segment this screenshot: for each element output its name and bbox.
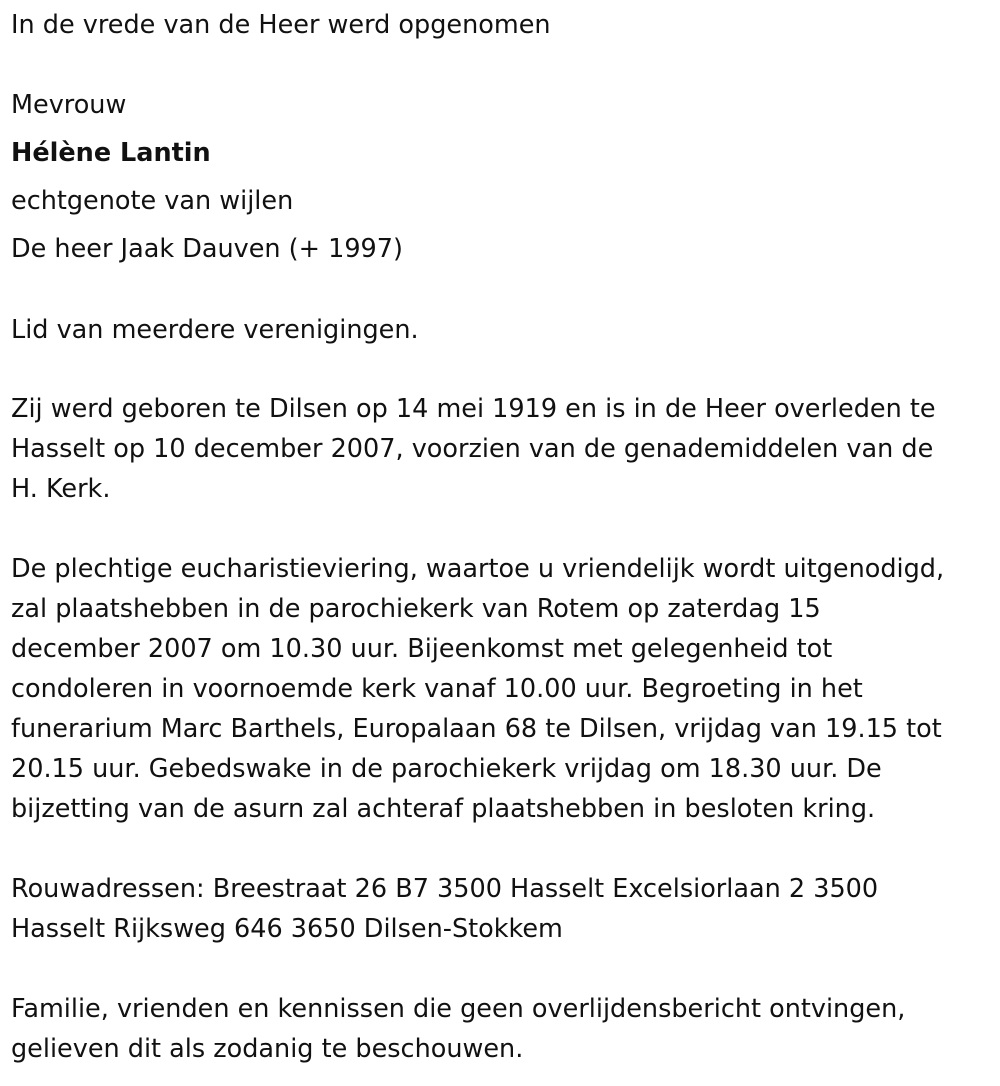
membership-line: Lid van meerdere verenigingen. xyxy=(11,315,419,345)
paragraph-line: funerarium Marc Barthels, Europalaan 68 te Dilsen, vrijdag van 19.15 tot xyxy=(11,714,942,744)
salutation: Mevrouw xyxy=(11,90,127,120)
addresses-paragraph xyxy=(11,869,878,949)
relation-line: echtgenote van wijlen xyxy=(11,186,294,216)
paragraph-line: 20.15 uur. Gebedswake in de parochiekerk vrijdag om 18.30 uur. De xyxy=(11,754,882,784)
deceased-name: Hélène Lantin xyxy=(11,138,211,168)
ceremony-paragraph xyxy=(11,549,944,829)
closing-paragraph xyxy=(11,989,905,1069)
paragraph-line: Familie, vrienden en kennissen die geen overlijdensbericht ontvingen, xyxy=(11,994,906,1024)
paragraph-line: condoleren in voornoemde kerk vanaf 10.00 uur. Begroeting in het xyxy=(11,674,863,704)
paragraph-line: Hasselt Rijksweg 646 3650 Dilsen-Stokkem xyxy=(11,914,563,944)
paragraph-line: gelieven dit als zodanig te beschouwen. xyxy=(11,1034,524,1064)
intro-line: In de vrede van de Heer werd opgenomen xyxy=(11,10,551,40)
paragraph-line: Rouwadressen: Breestraat 26 B7 3500 Hasselt Excelsiorlaan 2 3500 xyxy=(11,874,879,904)
birth-death-paragraph xyxy=(11,389,936,509)
paragraph-line: zal plaatshebben in de parochiekerk van Rotem op zaterdag 15 xyxy=(11,594,821,624)
paragraph-line: bijzetting van de asurn zal achteraf plaatshebben in besloten kring. xyxy=(11,794,876,824)
paragraph-line: Hasselt op 10 december 2007, voorzien van de genademiddelen van de xyxy=(11,434,934,464)
spouse-line: De heer Jaak Dauven (+ 1997) xyxy=(11,234,403,264)
paragraph-line: H. Kerk. xyxy=(11,474,111,504)
paragraph-line: Zij werd geboren te Dilsen op 14 mei 1919 en is in de Heer overleden te xyxy=(11,394,936,424)
paragraph-line: december 2007 om 10.30 uur. Bijeenkomst met gelegenheid tot xyxy=(11,634,833,664)
paragraph-line: De plechtige eucharistieviering, waartoe u vriendelijk wordt uitgenodigd, xyxy=(11,554,945,584)
